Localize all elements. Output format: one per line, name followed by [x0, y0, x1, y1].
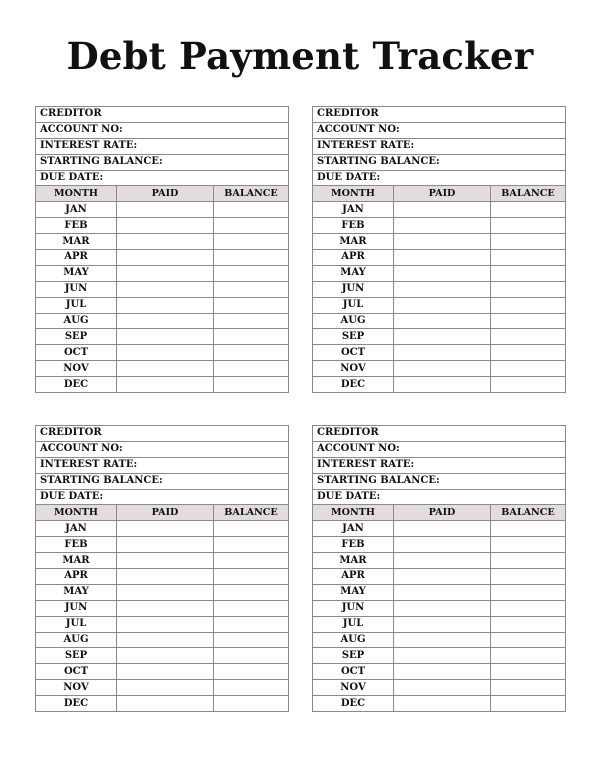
table-row: [36, 664, 289, 680]
balance-cell[interactable]: [214, 664, 289, 680]
month-cell: JAN: [36, 202, 117, 218]
table-row: [313, 632, 566, 648]
paid-cell[interactable]: [394, 584, 491, 600]
balance-cell[interactable]: [491, 521, 566, 537]
table-row: [313, 361, 566, 377]
month-cell: OCT: [313, 345, 394, 361]
info-label-starting-balance[interactable]: STARTING BALANCE:: [313, 154, 566, 170]
paid-cell[interactable]: [117, 553, 214, 569]
paid-cell[interactable]: [394, 361, 491, 377]
month-cell: FEB: [36, 537, 117, 553]
paid-cell[interactable]: [117, 664, 214, 680]
info-row-starting-balance: [313, 154, 566, 170]
month-cell: MAR: [313, 234, 394, 250]
column-header-month: MONTH: [36, 186, 117, 202]
table-row: [36, 313, 289, 329]
month-cell: DEC: [36, 696, 117, 712]
month-cell: DEC: [36, 377, 117, 393]
balance-cell[interactable]: [214, 569, 289, 585]
debt-tracker-2: [312, 106, 566, 393]
paid-cell[interactable]: [394, 680, 491, 696]
info-label-due-date[interactable]: DUE DATE:: [313, 489, 566, 505]
table-row: [313, 521, 566, 537]
balance-cell[interactable]: [491, 537, 566, 553]
month-cell: OCT: [36, 345, 117, 361]
column-header-paid: PAID: [394, 186, 491, 202]
month-cell: MAY: [36, 265, 117, 281]
balance-cell[interactable]: [491, 345, 566, 361]
info-label-creditor[interactable]: CREDITOR: [36, 426, 289, 442]
table-row: [36, 632, 289, 648]
paid-cell[interactable]: [394, 569, 491, 585]
month-cell: SEP: [313, 329, 394, 345]
month-cell: NOV: [313, 361, 394, 377]
debt-tracker-3: [35, 425, 289, 712]
paid-cell[interactable]: [394, 250, 491, 266]
balance-cell[interactable]: [214, 329, 289, 345]
paid-cell[interactable]: [117, 361, 214, 377]
debt-tracker-4: [312, 425, 566, 712]
table-row: [313, 600, 566, 616]
balance-cell[interactable]: [491, 281, 566, 297]
page-title: Debt Payment Tracker: [66, 34, 534, 78]
month-cell: MAY: [313, 584, 394, 600]
table-row: [36, 265, 289, 281]
column-header-paid: PAID: [117, 505, 214, 521]
balance-cell[interactable]: [491, 648, 566, 664]
balance-cell[interactable]: [214, 202, 289, 218]
column-header-balance: BALANCE: [214, 186, 289, 202]
month-cell: DEC: [313, 377, 394, 393]
table-row: [313, 313, 566, 329]
balance-cell[interactable]: [491, 361, 566, 377]
paid-cell[interactable]: [394, 234, 491, 250]
paid-cell[interactable]: [394, 632, 491, 648]
info-label-due-date[interactable]: DUE DATE:: [36, 489, 289, 505]
table-row: [36, 281, 289, 297]
month-cell: APR: [313, 250, 394, 266]
month-cell: SEP: [36, 648, 117, 664]
month-cell: JUN: [313, 600, 394, 616]
table-row: [36, 600, 289, 616]
balance-cell[interactable]: [214, 521, 289, 537]
table-row: [313, 537, 566, 553]
column-header-balance: BALANCE: [491, 505, 566, 521]
info-row-interest-rate: [313, 457, 566, 473]
balance-cell[interactable]: [214, 313, 289, 329]
paid-cell[interactable]: [117, 648, 214, 664]
paid-cell[interactable]: [117, 696, 214, 712]
table-row: [36, 680, 289, 696]
month-cell: JAN: [36, 521, 117, 537]
table-row: [313, 553, 566, 569]
column-header-month: MONTH: [313, 186, 394, 202]
info-row-account-no: [313, 122, 566, 138]
info-label-starting-balance[interactable]: STARTING BALANCE:: [36, 154, 289, 170]
paid-cell[interactable]: [117, 600, 214, 616]
paid-cell[interactable]: [117, 265, 214, 281]
month-cell: MAY: [36, 584, 117, 600]
balance-cell[interactable]: [214, 234, 289, 250]
paid-cell[interactable]: [394, 537, 491, 553]
month-cell: DEC: [313, 696, 394, 712]
info-row-due-date: [313, 170, 566, 186]
month-cell: MAR: [36, 553, 117, 569]
balance-cell[interactable]: [491, 696, 566, 712]
paid-cell[interactable]: [117, 377, 214, 393]
paid-cell[interactable]: [117, 345, 214, 361]
month-cell: JUN: [313, 281, 394, 297]
paid-cell[interactable]: [394, 664, 491, 680]
balance-cell[interactable]: [491, 265, 566, 281]
paid-cell[interactable]: [394, 648, 491, 664]
info-label-creditor[interactable]: CREDITOR: [36, 107, 289, 123]
month-cell: NOV: [313, 680, 394, 696]
table-row: [36, 202, 289, 218]
info-row-starting-balance: [36, 473, 289, 489]
month-cell: AUG: [313, 313, 394, 329]
month-cell: FEB: [313, 218, 394, 234]
table-row: [313, 696, 566, 712]
paid-cell[interactable]: [394, 600, 491, 616]
table-row: [313, 680, 566, 696]
paid-cell[interactable]: [394, 521, 491, 537]
paid-cell[interactable]: [394, 281, 491, 297]
table-row: [36, 345, 289, 361]
info-label-interest-rate[interactable]: INTEREST RATE:: [36, 138, 289, 154]
info-row-account-no: [36, 441, 289, 457]
column-header-balance: BALANCE: [214, 505, 289, 521]
balance-cell[interactable]: [214, 361, 289, 377]
table-row: [313, 297, 566, 313]
info-row-creditor: [313, 426, 566, 442]
balance-cell[interactable]: [214, 377, 289, 393]
paid-cell[interactable]: [394, 377, 491, 393]
column-header-row: [313, 186, 566, 202]
balance-cell[interactable]: [491, 329, 566, 345]
month-cell: AUG: [36, 632, 117, 648]
table-row: [313, 648, 566, 664]
info-label-account-no[interactable]: ACCOUNT NO:: [313, 441, 566, 457]
paid-cell[interactable]: [117, 329, 214, 345]
paid-cell[interactable]: [394, 202, 491, 218]
paid-cell[interactable]: [117, 202, 214, 218]
info-label-creditor[interactable]: CREDITOR: [313, 426, 566, 442]
table-row: [313, 616, 566, 632]
info-row-due-date: [36, 170, 289, 186]
info-label-due-date[interactable]: DUE DATE:: [36, 170, 289, 186]
balance-cell[interactable]: [491, 632, 566, 648]
table-row: [313, 265, 566, 281]
balance-cell[interactable]: [214, 281, 289, 297]
table-row: [36, 234, 289, 250]
paid-cell[interactable]: [117, 584, 214, 600]
month-cell: OCT: [313, 664, 394, 680]
balance-cell[interactable]: [214, 680, 289, 696]
column-header-paid: PAID: [394, 505, 491, 521]
paid-cell[interactable]: [117, 281, 214, 297]
month-cell: JUL: [36, 616, 117, 632]
table-row: [313, 377, 566, 393]
table-row: [313, 569, 566, 585]
info-row-creditor: [313, 107, 566, 123]
balance-cell[interactable]: [491, 664, 566, 680]
table-row: [36, 521, 289, 537]
table-row: [36, 616, 289, 632]
table-row: [313, 250, 566, 266]
month-cell: JAN: [313, 521, 394, 537]
info-label-starting-balance[interactable]: STARTING BALANCE:: [36, 473, 289, 489]
info-label-interest-rate[interactable]: INTEREST RATE:: [36, 457, 289, 473]
balance-cell[interactable]: [491, 680, 566, 696]
balance-cell[interactable]: [214, 600, 289, 616]
month-cell: JUL: [313, 616, 394, 632]
balance-cell[interactable]: [491, 202, 566, 218]
info-label-starting-balance[interactable]: STARTING BALANCE:: [313, 473, 566, 489]
balance-cell[interactable]: [214, 345, 289, 361]
paid-cell[interactable]: [117, 313, 214, 329]
table-row: [313, 202, 566, 218]
column-header-balance: BALANCE: [491, 186, 566, 202]
info-label-account-no[interactable]: ACCOUNT NO:: [36, 122, 289, 138]
month-cell: MAY: [313, 265, 394, 281]
balance-cell[interactable]: [214, 297, 289, 313]
month-cell: JUN: [36, 281, 117, 297]
month-cell: APR: [36, 569, 117, 585]
table-row: [36, 584, 289, 600]
month-cell: SEP: [36, 329, 117, 345]
paid-cell[interactable]: [117, 297, 214, 313]
balance-cell[interactable]: [491, 297, 566, 313]
paid-cell[interactable]: [117, 569, 214, 585]
info-row-creditor: [36, 426, 289, 442]
paid-cell[interactable]: [394, 553, 491, 569]
table-row: [313, 281, 566, 297]
balance-cell[interactable]: [214, 553, 289, 569]
balance-cell[interactable]: [491, 234, 566, 250]
info-row-starting-balance: [313, 473, 566, 489]
info-row-account-no: [36, 122, 289, 138]
paid-cell[interactable]: [117, 250, 214, 266]
month-cell: FEB: [313, 537, 394, 553]
month-cell: NOV: [36, 361, 117, 377]
balance-cell[interactable]: [214, 632, 289, 648]
month-cell: MAR: [36, 234, 117, 250]
table-row: [313, 345, 566, 361]
table-row: [36, 537, 289, 553]
table-row: [36, 569, 289, 585]
month-cell: FEB: [36, 218, 117, 234]
month-cell: OCT: [36, 664, 117, 680]
table-row: [313, 329, 566, 345]
info-label-interest-rate[interactable]: INTEREST RATE:: [313, 138, 566, 154]
info-row-starting-balance: [36, 154, 289, 170]
table-row: [36, 297, 289, 313]
paid-cell[interactable]: [394, 329, 491, 345]
paid-cell[interactable]: [117, 234, 214, 250]
month-cell: APR: [36, 250, 117, 266]
paid-cell[interactable]: [117, 616, 214, 632]
paid-cell[interactable]: [394, 313, 491, 329]
month-cell: APR: [313, 569, 394, 585]
table-row: [36, 696, 289, 712]
month-cell: SEP: [313, 648, 394, 664]
balance-cell[interactable]: [214, 250, 289, 266]
column-header-row: [36, 186, 289, 202]
balance-cell[interactable]: [491, 553, 566, 569]
table-row: [36, 250, 289, 266]
balance-cell[interactable]: [491, 600, 566, 616]
info-label-account-no[interactable]: ACCOUNT NO:: [36, 441, 289, 457]
info-row-interest-rate: [313, 138, 566, 154]
paid-cell[interactable]: [117, 521, 214, 537]
month-cell: JUL: [36, 297, 117, 313]
column-header-paid: PAID: [117, 186, 214, 202]
table-row: [36, 361, 289, 377]
month-cell: JUL: [313, 297, 394, 313]
table-row: [313, 584, 566, 600]
balance-cell[interactable]: [214, 265, 289, 281]
table-row: [36, 377, 289, 393]
paid-cell[interactable]: [394, 616, 491, 632]
table-row: [313, 234, 566, 250]
table-row: [36, 648, 289, 664]
balance-cell[interactable]: [491, 584, 566, 600]
balance-cell[interactable]: [214, 584, 289, 600]
month-cell: NOV: [36, 680, 117, 696]
info-row-account-no: [313, 441, 566, 457]
info-row-due-date: [313, 489, 566, 505]
column-header-month: MONTH: [36, 505, 117, 521]
info-label-account-no[interactable]: ACCOUNT NO:: [313, 122, 566, 138]
table-row: [313, 218, 566, 234]
balance-cell[interactable]: [491, 218, 566, 234]
column-header-month: MONTH: [313, 505, 394, 521]
balance-cell[interactable]: [214, 218, 289, 234]
month-cell: JUN: [36, 600, 117, 616]
paid-cell[interactable]: [117, 218, 214, 234]
paid-cell[interactable]: [394, 297, 491, 313]
paid-cell[interactable]: [394, 265, 491, 281]
balance-cell[interactable]: [491, 250, 566, 266]
debt-tracker-1: [35, 106, 289, 393]
table-row: [313, 664, 566, 680]
balance-cell[interactable]: [491, 377, 566, 393]
month-cell: MAR: [313, 553, 394, 569]
month-cell: JAN: [313, 202, 394, 218]
paid-cell[interactable]: [117, 632, 214, 648]
month-cell: AUG: [313, 632, 394, 648]
balance-cell[interactable]: [491, 313, 566, 329]
info-row-due-date: [36, 489, 289, 505]
info-label-interest-rate[interactable]: INTEREST RATE:: [313, 457, 566, 473]
balance-cell[interactable]: [214, 648, 289, 664]
table-row: [36, 329, 289, 345]
paid-cell[interactable]: [394, 696, 491, 712]
balance-cell[interactable]: [214, 537, 289, 553]
paid-cell[interactable]: [117, 680, 214, 696]
balance-cell[interactable]: [491, 569, 566, 585]
column-header-row: [36, 505, 289, 521]
info-row-creditor: [36, 107, 289, 123]
paid-cell[interactable]: [117, 537, 214, 553]
info-row-interest-rate: [36, 457, 289, 473]
column-header-row: [313, 505, 566, 521]
table-row: [36, 553, 289, 569]
info-label-creditor[interactable]: CREDITOR: [313, 107, 566, 123]
info-label-due-date[interactable]: DUE DATE:: [313, 170, 566, 186]
table-row: [36, 218, 289, 234]
month-cell: AUG: [36, 313, 117, 329]
paid-cell[interactable]: [394, 345, 491, 361]
info-row-interest-rate: [36, 138, 289, 154]
balance-cell[interactable]: [214, 696, 289, 712]
paid-cell[interactable]: [394, 218, 491, 234]
balance-cell[interactable]: [214, 616, 289, 632]
balance-cell[interactable]: [491, 616, 566, 632]
